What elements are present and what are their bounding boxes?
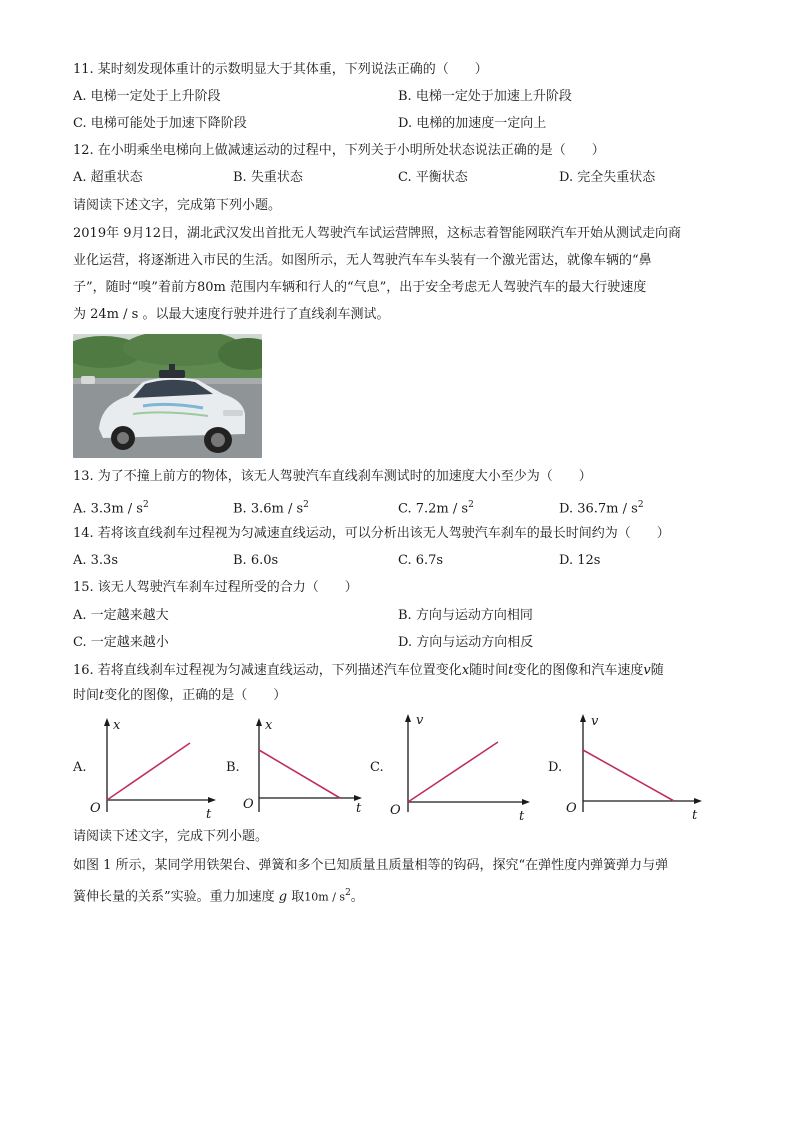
q15-option-b: B. 方向与运动方向相同 — [398, 608, 533, 623]
q16-stem-line-2: 时间t变化的图像，正确的是（ ） — [73, 688, 287, 703]
q16-stem-line-1: 16. 若将直线刹车过程视为匀减速直线运动，下列描述汽车位置变化x随时间t变化的图像和汽车速度v随 — [73, 663, 664, 678]
graph-d-x-axis-label: t — [692, 808, 698, 822]
q15-option-d: D. 方向与运动方向相反 — [398, 635, 534, 650]
q16-graph-b — [238, 712, 368, 822]
graph-b-x-axis-label: t — [356, 801, 362, 816]
q11-option-b: B. 电梯一定处于加速上升阶段 — [398, 89, 572, 104]
graph-c-origin: O — [390, 803, 401, 818]
graph-a-y-axis-label: x — [113, 718, 121, 733]
driverless-car-photo — [73, 334, 262, 458]
passage1-line-3: 子”，随时“嗅”着前方80m 范围内车辆和行人的“气息”，出于安全考虑无人驾驶汽车的最大行驶速度 — [73, 280, 647, 295]
q12-option-b: B. 失重状态 — [233, 170, 303, 185]
q13-option-d: D. $36.7m / s^2$ — [559, 500, 644, 517]
q14-option-d: D. 12s — [559, 553, 601, 568]
q16-option-b-label: B. — [226, 760, 240, 775]
q15-stem: 15. 该无人驾驶汽车刹车过程所受的合力（ ） — [73, 580, 358, 595]
q16-option-d-label: D. — [548, 760, 563, 775]
graph-b-origin: O — [243, 797, 254, 812]
q13-option-b: B. $3.6m / s^2$ — [233, 500, 309, 517]
passage1-line-4: 为 24m / s 。以最大速度行驶并进行了直线刹车测试。 — [73, 307, 390, 322]
passage2-line-2: 簧伸长量的关系”实验。重力加速度 g 取$10m / s^2$。 — [73, 888, 364, 905]
q11-option-d: D. 电梯的加速度一定向上 — [398, 116, 547, 131]
graph-b-y-axis-label: x — [265, 718, 273, 733]
q12-option-a: A. 超重状态 — [73, 170, 143, 185]
graph-d-origin: O — [566, 801, 577, 816]
q15-option-c: C. 一定越来越小 — [73, 635, 169, 650]
q13-option-c: C. $7.2m / s^2$ — [398, 500, 474, 517]
q13-stem: 13. 为了不撞上前方的物体，该无人驾驶汽车直线刹车测试时的加速度大小至少为（ ） — [73, 469, 592, 484]
reading-intro-2: 请阅读下述文字，完成下列小题。 — [73, 829, 269, 844]
graph-a-origin: O — [90, 801, 101, 816]
graph-c-x-axis-label: t — [519, 809, 525, 822]
q11-option-c: C. 电梯可能处于加速下降阶段 — [73, 116, 247, 131]
q15-option-a: A. 一定越来越大 — [73, 608, 169, 623]
q12-option-c: C. 平衡状态 — [398, 170, 468, 185]
q14-stem: 14. 若将该直线刹车过程视为匀减速直线运动，可以分析出该无人驾驶汽车刹车的最长时间约为（ ） — [73, 526, 670, 541]
graph-d-y-axis-label: v — [591, 714, 599, 729]
q12-option-d: D. 完全失重状态 — [559, 170, 656, 185]
q11-option-a: A. 电梯一定处于上升阶段 — [73, 89, 221, 104]
q14-option-a: A. 3.3s — [73, 553, 118, 568]
q16-graph-c — [386, 712, 536, 822]
q16-graph-d — [562, 712, 712, 822]
q14-option-c: C. 6.7s — [398, 553, 444, 568]
passage2-line-1: 如图 1 所示，某同学用铁架台、弹簧和多个已知质量且质量相等的钩码，探究“在弹性度内弹簧弹力与弹 — [73, 858, 669, 873]
passage1-line-1: 2019年 9月12日，湖北武汉发出首批无人驾驶汽车试运营牌照，这标志着智能网联汽车开始从测试走向商 — [73, 226, 682, 241]
passage1-line-2: 业化运营，将逐渐进入市民的生活。如图所示，无人驾驶汽车车头装有一个激光雷达，就像车辆的“鼻 — [73, 253, 652, 268]
q12-stem: 12. 在小明乘坐电梯向上做减速运动的过程中，下列关于小明所处状态说法正确的是（ ） — [73, 143, 605, 158]
q11-stem: 11. 某时刻发现体重计的示数明显大于其体重，下列说法正确的（ ） — [73, 62, 488, 77]
graph-a-x-axis-label: t — [206, 807, 212, 822]
q16-option-a-label: A. — [73, 760, 87, 775]
q16-graph-a — [88, 712, 218, 822]
graph-c-y-axis-label: v — [416, 713, 424, 728]
reading-intro-1: 请阅读下述文字，完成第下列小题。 — [73, 198, 282, 213]
q14-option-b: B. 6.0s — [233, 553, 279, 568]
q16-option-c-label: C. — [370, 760, 384, 775]
q13-option-a: A. $3.3m / s^2$ — [73, 500, 149, 517]
